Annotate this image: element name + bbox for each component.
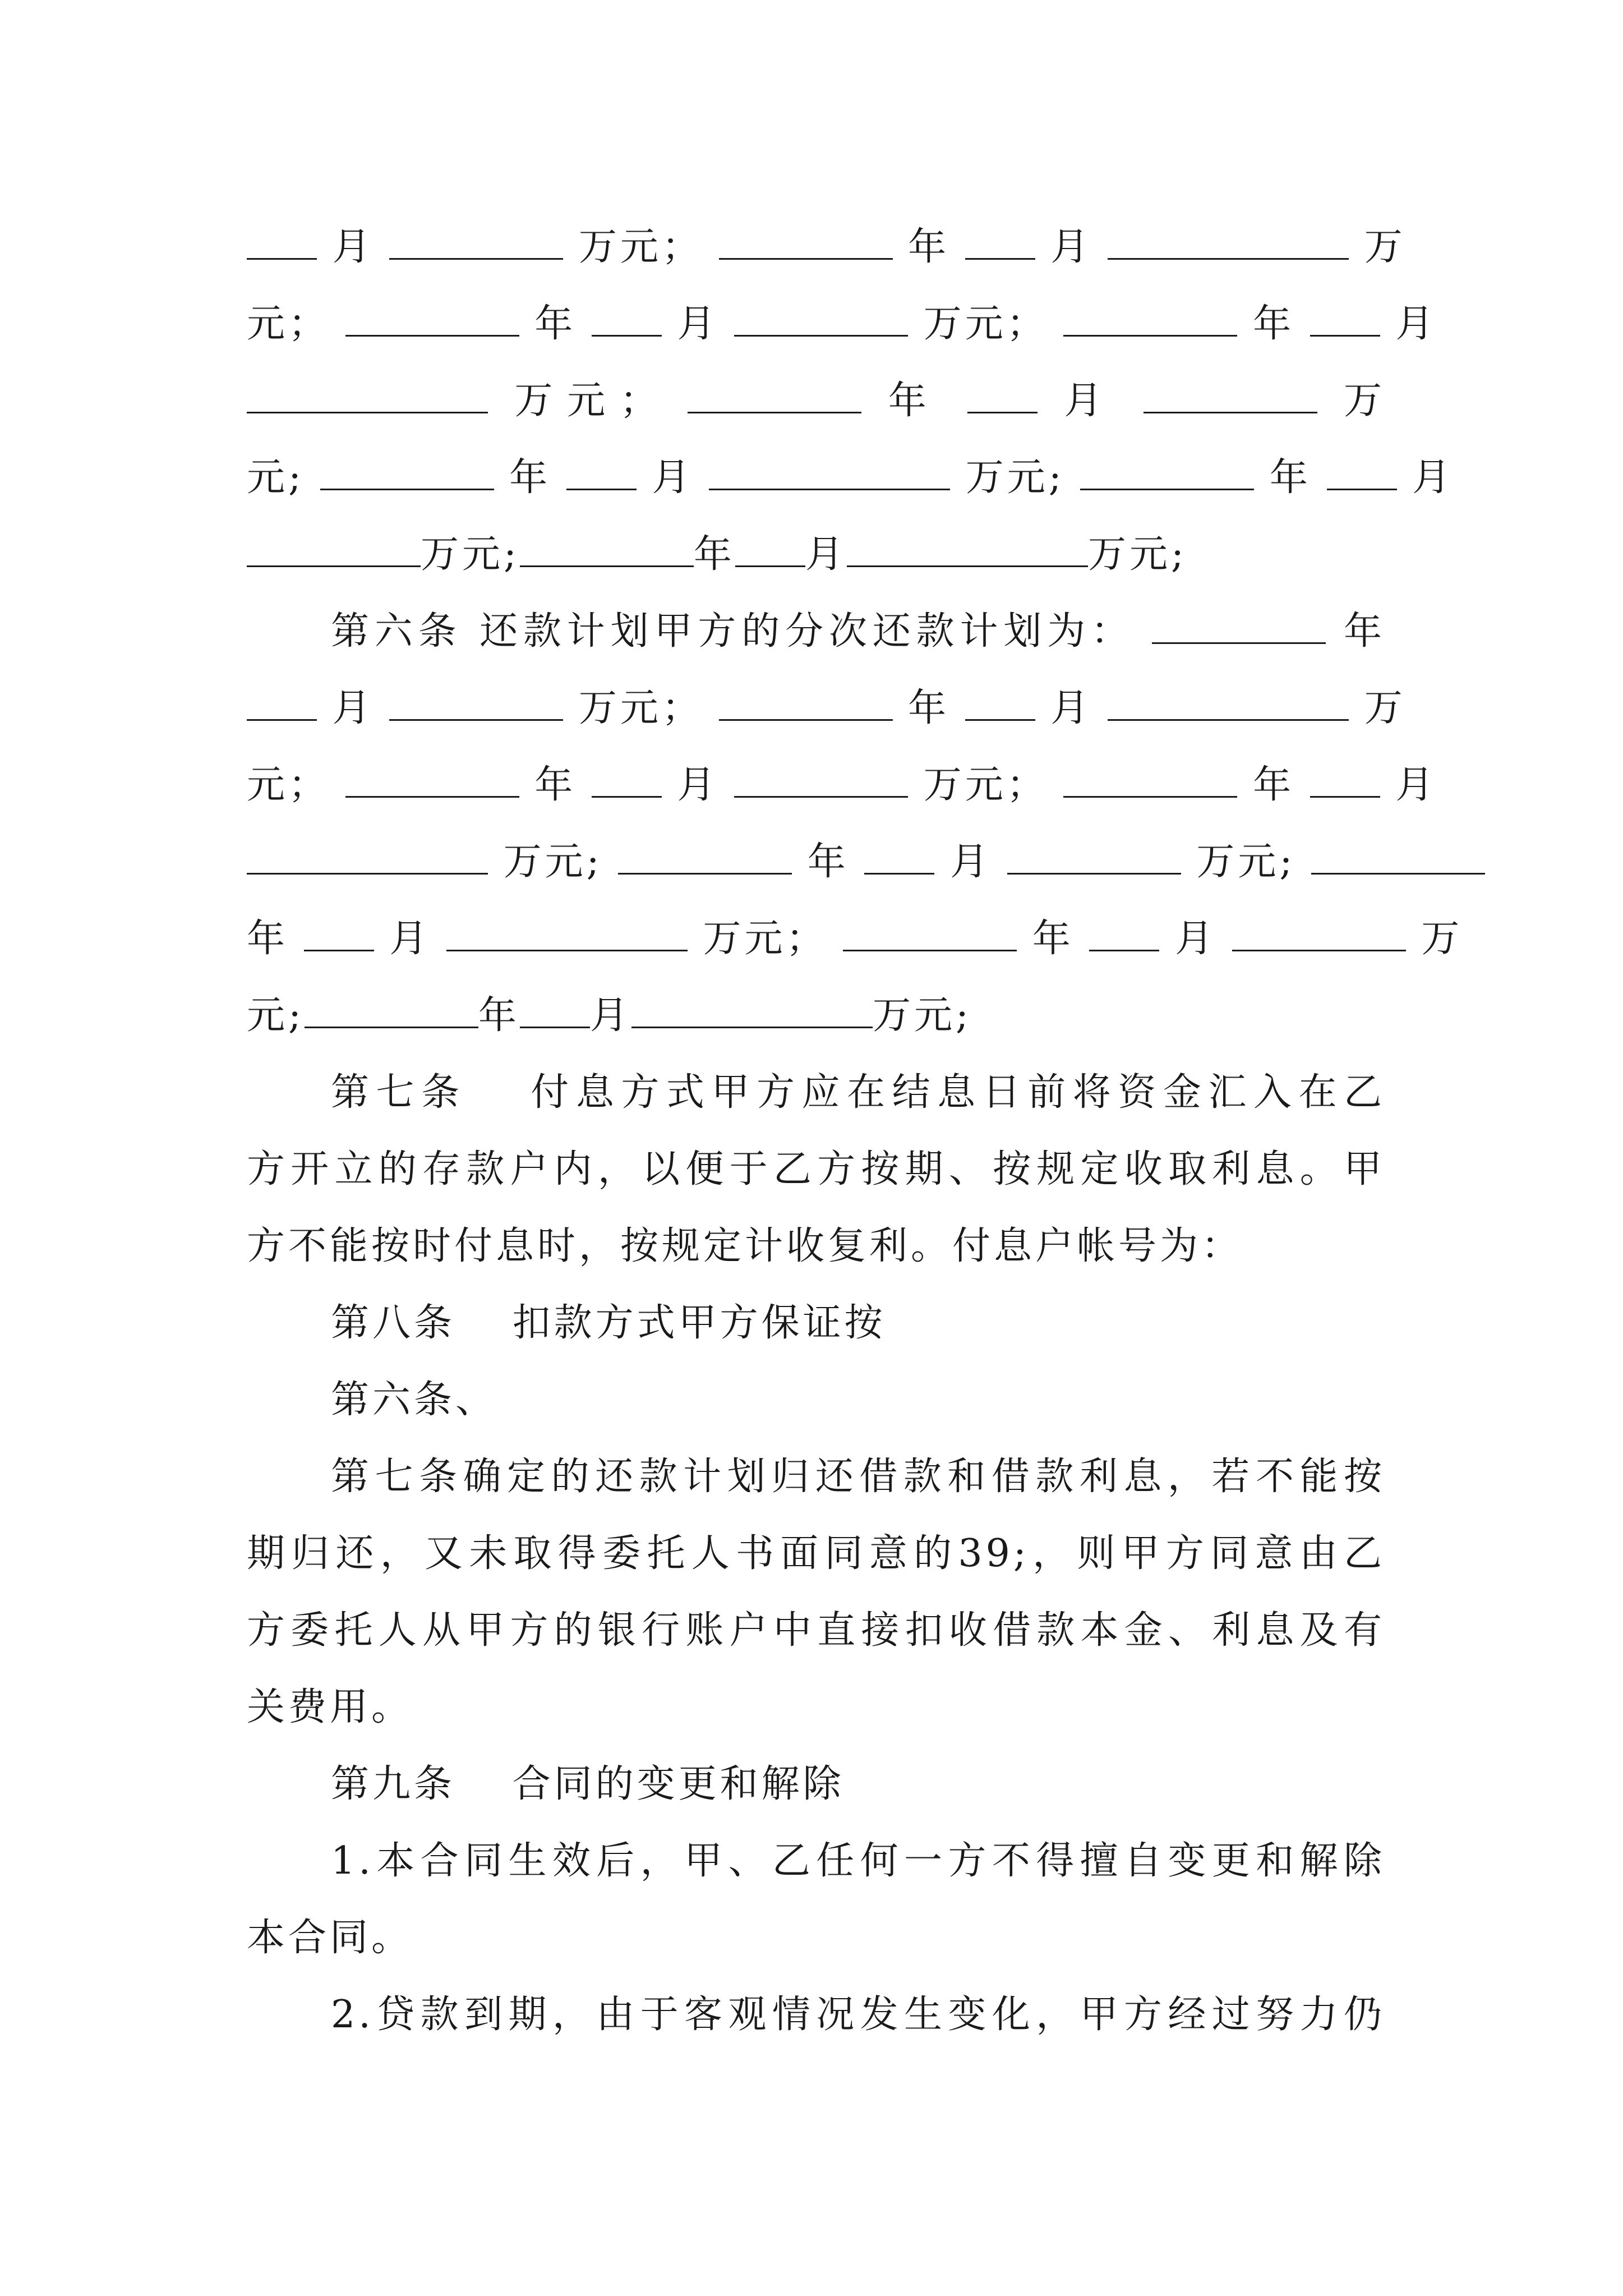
schedule-line bbox=[247, 670, 1406, 747]
blank-field bbox=[719, 227, 893, 260]
unit-wanyuan: 万元; bbox=[503, 840, 603, 884]
blank-field bbox=[247, 534, 421, 567]
unit-month: 月 bbox=[589, 993, 631, 1038]
unit-month: 月 bbox=[332, 225, 374, 269]
article-8-line-3: 第七条确定的还款计划归还借款和借款利息，若不能按 bbox=[331, 1455, 1385, 1499]
schedule-line bbox=[247, 286, 1437, 362]
unit-month: 月 bbox=[805, 532, 847, 577]
schedule-line bbox=[247, 439, 1454, 516]
article-7-line-2: 方开立的存款户内，以便于乙方按期、按规定收取利息。甲 bbox=[247, 1147, 1385, 1191]
unit-year: 年 bbox=[509, 455, 551, 500]
unit-month: 月 bbox=[1064, 379, 1117, 423]
blank-field bbox=[1144, 380, 1317, 413]
blank-field bbox=[631, 995, 873, 1028]
blank-field bbox=[735, 534, 805, 567]
blank-field bbox=[1063, 765, 1237, 798]
unit-wanyuan: 万元; bbox=[1196, 840, 1296, 884]
blank-field bbox=[967, 380, 1038, 413]
article-8-line-4: 期归还，又未取得委托人书面同意的39;，则甲方同意由乙 bbox=[247, 1531, 1385, 1576]
schedule-line bbox=[247, 747, 1437, 823]
blank-field bbox=[965, 688, 1035, 721]
unit-wanyuan: 万元； bbox=[578, 686, 703, 730]
blank-field bbox=[320, 457, 494, 490]
blank-field bbox=[688, 380, 861, 413]
blank-field bbox=[965, 227, 1035, 260]
unit-wan: 万 bbox=[1364, 225, 1406, 269]
article-9-item-1-line-2: 本合同。 bbox=[247, 1916, 413, 1960]
unit-year: 年 bbox=[478, 993, 520, 1038]
unit-year: 年 bbox=[1269, 455, 1311, 500]
unit-year: 年 bbox=[693, 532, 735, 577]
blank-field bbox=[734, 303, 908, 337]
blank-field bbox=[304, 918, 374, 951]
blank-field bbox=[1063, 303, 1237, 337]
unit-year: 年 bbox=[247, 917, 289, 961]
unit-wanyuan: 万元; bbox=[965, 455, 1065, 500]
unit-year: 年 bbox=[534, 763, 577, 807]
blank-field bbox=[520, 995, 590, 1028]
article-8-reference: 第六条、 bbox=[331, 1378, 497, 1422]
blank-field bbox=[305, 995, 478, 1028]
blank-field bbox=[247, 380, 488, 413]
unit-year: 年 bbox=[908, 225, 950, 269]
article-9-item-1-line-1: 1.本合同生效后，甲、乙任何一方不得擅自变更和解除 bbox=[331, 1839, 1385, 1883]
blank-field bbox=[734, 765, 908, 798]
unit-year: 年 bbox=[1253, 302, 1295, 346]
blank-field bbox=[1310, 765, 1380, 798]
schedule-line bbox=[247, 209, 1406, 286]
unit-month: 月 bbox=[652, 455, 694, 500]
unit-year: 年 bbox=[534, 302, 577, 346]
unit-wanyuan: 万元； bbox=[703, 917, 828, 961]
unit-wanyuan: 万元; bbox=[1087, 532, 1187, 577]
blank-field bbox=[389, 227, 563, 260]
unit-month: 月 bbox=[950, 840, 992, 884]
unit-year: 年 bbox=[807, 840, 849, 884]
blank-field bbox=[247, 841, 488, 875]
blank-field bbox=[719, 688, 893, 721]
schedule-line bbox=[247, 900, 1463, 977]
blank-field bbox=[389, 688, 563, 721]
unit-month: 月 bbox=[677, 302, 719, 346]
blank-field bbox=[1232, 918, 1406, 951]
blank-field bbox=[1310, 303, 1380, 337]
article-6-heading: 第六条 bbox=[331, 609, 462, 654]
unit-wan: 万 bbox=[1364, 686, 1406, 730]
unit-yuan: 元; bbox=[247, 993, 305, 1038]
unit-wan: 万 bbox=[1421, 917, 1463, 961]
blank-field bbox=[709, 457, 950, 490]
unit-month: 月 bbox=[1175, 917, 1217, 961]
blank-field bbox=[520, 534, 694, 567]
unit-yuan: 元； bbox=[247, 763, 330, 807]
article-6-heading-line bbox=[247, 593, 1385, 670]
blank-field bbox=[247, 688, 317, 721]
blank-field bbox=[247, 227, 317, 260]
blank-field bbox=[1152, 611, 1326, 644]
schedule-line bbox=[247, 516, 1385, 593]
unit-wanyuan: 万元; bbox=[421, 532, 520, 577]
unit-yuan: 元; bbox=[247, 455, 305, 500]
blank-field bbox=[566, 457, 637, 490]
unit-year: 年 bbox=[1343, 609, 1385, 654]
blank-field bbox=[847, 534, 1088, 567]
unit-month: 月 bbox=[1395, 763, 1437, 807]
article-8-line-5: 方委托人从甲方的银行账户中直接扣收借款本金、利息及有 bbox=[247, 1608, 1385, 1653]
blank-field bbox=[618, 841, 792, 875]
blank-field bbox=[446, 918, 688, 951]
unit-month: 月 bbox=[677, 763, 719, 807]
article-9-heading: 第九条 合同的变更和解除 bbox=[331, 1762, 845, 1806]
blank-field bbox=[1108, 688, 1349, 721]
unit-year: 年 bbox=[1032, 917, 1074, 961]
blank-field bbox=[864, 841, 934, 875]
blank-field bbox=[345, 303, 519, 337]
unit-wanyuan: 万元; bbox=[872, 993, 972, 1038]
article-6-text: 还款计划甲方的分次还款计划为： bbox=[479, 609, 1135, 654]
unit-month: 月 bbox=[1412, 455, 1454, 500]
unit-wanyuan: 万元； bbox=[923, 763, 1048, 807]
article-8-heading: 第八条 扣款方式甲方保证按 bbox=[331, 1301, 886, 1345]
unit-wanyuan: 万元； bbox=[514, 379, 661, 423]
unit-month: 月 bbox=[1050, 686, 1092, 730]
unit-month: 月 bbox=[389, 917, 431, 961]
blank-field bbox=[843, 918, 1017, 951]
contract-body bbox=[247, 209, 1463, 2053]
unit-year: 年 bbox=[1253, 763, 1295, 807]
blank-field bbox=[1108, 227, 1349, 260]
unit-year: 年 bbox=[888, 379, 941, 423]
blank-field bbox=[1327, 457, 1397, 490]
unit-month: 月 bbox=[332, 686, 374, 730]
blank-field bbox=[592, 765, 662, 798]
article-7-line-1: 第七条 付息方式甲方应在结息日前将资金汇入在乙 bbox=[331, 1070, 1385, 1115]
blank-field bbox=[592, 303, 662, 337]
unit-yuan: 元； bbox=[247, 302, 330, 346]
article-7-line-3: 方不能按时付息时，按规定计收复利。付息户帐号为： bbox=[247, 1224, 1243, 1268]
unit-year: 年 bbox=[908, 686, 950, 730]
unit-wanyuan: 万元； bbox=[578, 225, 703, 269]
article-8-line-6: 关费用。 bbox=[247, 1685, 413, 1729]
schedule-line bbox=[247, 977, 1385, 1054]
blank-field bbox=[345, 765, 519, 798]
unit-wan: 万 bbox=[1343, 379, 1385, 423]
schedule-line bbox=[247, 823, 1385, 900]
article-9-item-2-line-1: 2.贷款到期，由于客观情况发生变化，甲方经过努力仍 bbox=[331, 1993, 1385, 2037]
blank-field bbox=[1007, 841, 1181, 875]
blank-field bbox=[1089, 918, 1159, 951]
unit-month: 月 bbox=[1395, 302, 1437, 346]
blank-field bbox=[1311, 841, 1485, 875]
schedule-line bbox=[247, 362, 1385, 439]
blank-field bbox=[1080, 457, 1254, 490]
unit-wanyuan: 万元； bbox=[923, 302, 1048, 346]
unit-month: 月 bbox=[1050, 225, 1092, 269]
